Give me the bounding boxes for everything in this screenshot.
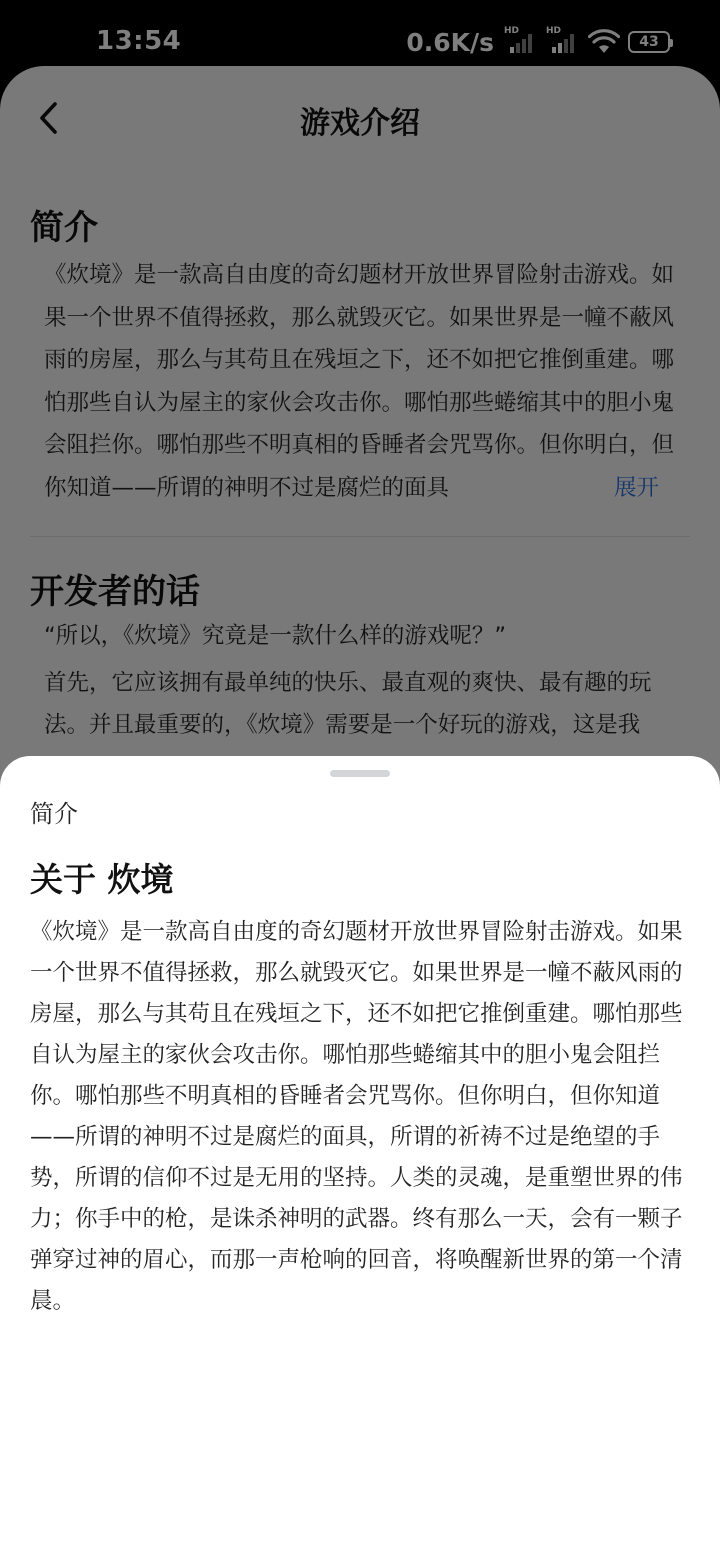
sheet-drag-handle[interactable]	[330, 770, 390, 777]
intro-bottom-sheet	[0, 756, 720, 1560]
sheet-heading: 关于 炊境	[30, 860, 174, 899]
sheet-body-text: 《炊境》是一款高自由度的奇幻题材开放世界冒险射击游戏。如果一个世界不值得拯救，那么就毁灭它。如果世界是一幢不蔽风雨的房屋，那么与其苟且在残垣之下，还不如把它推倒重建。哪怕那些自认为屋主的家伙会攻击你。哪怕那些蜷缩其中的胆小鬼会阻拦你。哪怕那些不明真相的昏睡者会咒骂你。但你明白，但你知道——所谓的神明不过是腐烂的面具，所谓的祈祷不过是绝望的手势，所谓的信仰不过是无用的坚持。人类的灵魂，是重塑世界的伟力；你手中的枪，是诛杀神明的武器。终有那么一天，会有一颗子弹穿过神的眉心，而那一声枪响的回音，将唤醒新世界的第一个清晨。	[30, 919, 683, 1314]
sheet-label: 简介	[30, 800, 78, 828]
